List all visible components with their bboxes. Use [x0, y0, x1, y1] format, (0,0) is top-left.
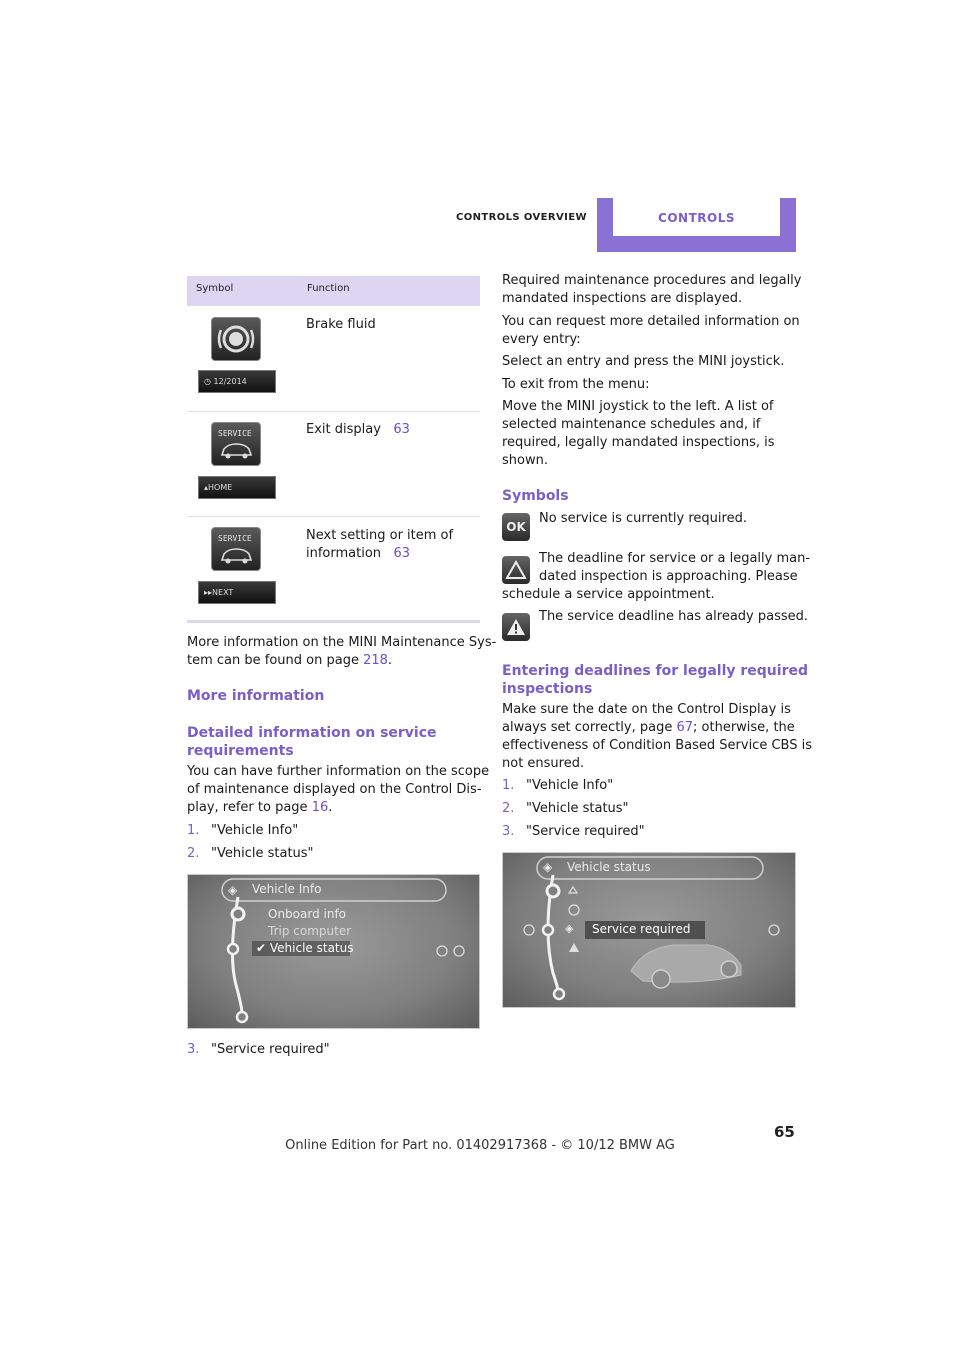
page-link-67[interactable]: 67	[676, 720, 694, 735]
service-icon-label: SERVICE	[218, 429, 252, 438]
right-p6-line3: effectiveness of Condition Based Service CBS is	[502, 738, 813, 753]
right-step-2: 2. "Vehicle status"	[502, 801, 629, 816]
detail-para-line2: of maintenance displayed on the Control Dis-	[187, 782, 482, 797]
service-car-icon	[211, 422, 261, 466]
right-p5-line1: Move the MINI joystick to the left. A list of	[502, 399, 774, 414]
vehicle-info-screen	[187, 874, 480, 1029]
page-link-63[interactable]: 63	[393, 422, 410, 437]
brake-fluid-icon	[211, 317, 261, 361]
table-col-symbol: Symbol	[196, 283, 234, 294]
footer-edition: Online Edition for Part no. 01402917368 - © 10/12 BMW AG	[285, 1138, 675, 1153]
header-chapter-label: CONTROLS	[658, 211, 735, 225]
right-p4: To exit from the menu:	[502, 377, 650, 392]
menu-item-trip-computer: Trip computer	[268, 924, 352, 938]
right-p5-line4: shown.	[502, 453, 548, 468]
right-p1-line1: Required maintenance procedures and legally	[502, 273, 802, 288]
clock-icon: ◷	[204, 377, 211, 386]
left-step-3: 3. "Service required"	[187, 1042, 330, 1057]
heading-symbols: Symbols	[502, 488, 569, 504]
detail-para-line3: play, refer to page 16.	[187, 800, 333, 815]
ok-icon: OK	[502, 513, 530, 541]
car-service-icon: ◈	[565, 922, 574, 935]
service-icon-label: SERVICE	[218, 534, 252, 543]
menu-item-service-required: Service required	[592, 922, 691, 936]
date-strip	[198, 370, 276, 393]
right-p6-line4: not ensured.	[502, 756, 585, 771]
menu-item-onboard-info: Onboard info	[268, 907, 347, 921]
warning-filled-icon	[502, 613, 530, 641]
screen-title-vehicle-status: Vehicle status	[567, 860, 651, 874]
warning-outline-icon	[502, 556, 530, 584]
table-row-divider	[187, 411, 480, 412]
right-p3: Select an entry and press the MINI joystick.	[502, 354, 785, 369]
car-icon: ◈	[543, 860, 553, 874]
row-next-function-line1: Next setting or item of	[306, 528, 454, 543]
right-p5-line2: selected maintenance schedules and, if	[502, 417, 761, 432]
heading-detailed-information: Detailed information on service requirements	[187, 725, 437, 759]
symbol-warn-line3: schedule a service appointment.	[502, 587, 715, 602]
right-p2-line2: every entry:	[502, 332, 581, 347]
home-strip-text: HOME	[208, 483, 233, 492]
more-info-line1: More information on the MINI Maintenance Sys-	[187, 635, 497, 650]
checkmark-icon: ✔	[256, 941, 267, 955]
car-icon: ◈	[228, 883, 238, 897]
symbol-passed-text: The service deadline has already passed.	[539, 609, 809, 624]
home-arrow-icon: ▴	[204, 483, 209, 492]
right-step-3: 3. "Service required"	[502, 824, 645, 839]
row-next-function-line2: information 63	[306, 546, 410, 561]
right-p5-line3: required, legally mandated inspections, is	[502, 435, 775, 450]
table-bottom-rule	[187, 620, 480, 623]
left-step-2: 2. "Vehicle status"	[187, 846, 314, 861]
page-link-16[interactable]: 16	[311, 800, 329, 815]
right-p1-line2: mandated inspections are displayed.	[502, 291, 743, 306]
left-step-1: 1. "Vehicle Info"	[187, 823, 299, 838]
row-brake-fluid-function: Brake fluid	[306, 317, 376, 332]
symbol-warn-line2: dated inspection is approaching. Please	[539, 569, 798, 584]
page-number: 65	[774, 1123, 795, 1141]
right-p6-line2: always set correctly, page 67; otherwise, the	[502, 720, 795, 735]
header-section-title: CONTROLS OVERVIEW	[456, 212, 587, 223]
page-link-63[interactable]: 63	[393, 546, 410, 561]
table-row-divider	[187, 516, 480, 517]
heading-more-information: More information	[187, 688, 325, 704]
menu-item-vehicle-status: ✔ Vehicle status	[256, 941, 354, 955]
row-exit-display-function: Exit display 63	[306, 422, 410, 437]
service-car-icon	[211, 527, 261, 571]
heading-entering-deadlines: Entering deadlines for legally required inspections	[502, 663, 808, 697]
screen-title-vehicle-info: Vehicle Info	[252, 882, 322, 896]
more-info-line2: tem can be found on page 218.	[187, 653, 393, 668]
fast-forward-icon: ▸▸	[204, 588, 213, 597]
home-strip	[198, 476, 276, 499]
symbol-warn-line1: The deadline for service or a legally man-	[539, 551, 811, 566]
symbol-ok-text: No service is currently required.	[539, 511, 747, 526]
next-strip	[198, 581, 276, 604]
right-p2-line1: You can request more detailed information on	[502, 314, 800, 329]
next-strip-text: NEXT	[212, 588, 234, 597]
vehicle-status-screen	[502, 852, 796, 1008]
date-strip-text: 12/2014	[213, 377, 247, 386]
detail-para-line1: You can have further information on the scope	[187, 764, 490, 779]
table-col-function: Function	[307, 283, 350, 294]
right-step-1: 1. "Vehicle Info"	[502, 778, 614, 793]
page-link-218[interactable]: 218	[363, 653, 388, 668]
right-p6-line1: Make sure the date on the Control Display is	[502, 702, 791, 717]
